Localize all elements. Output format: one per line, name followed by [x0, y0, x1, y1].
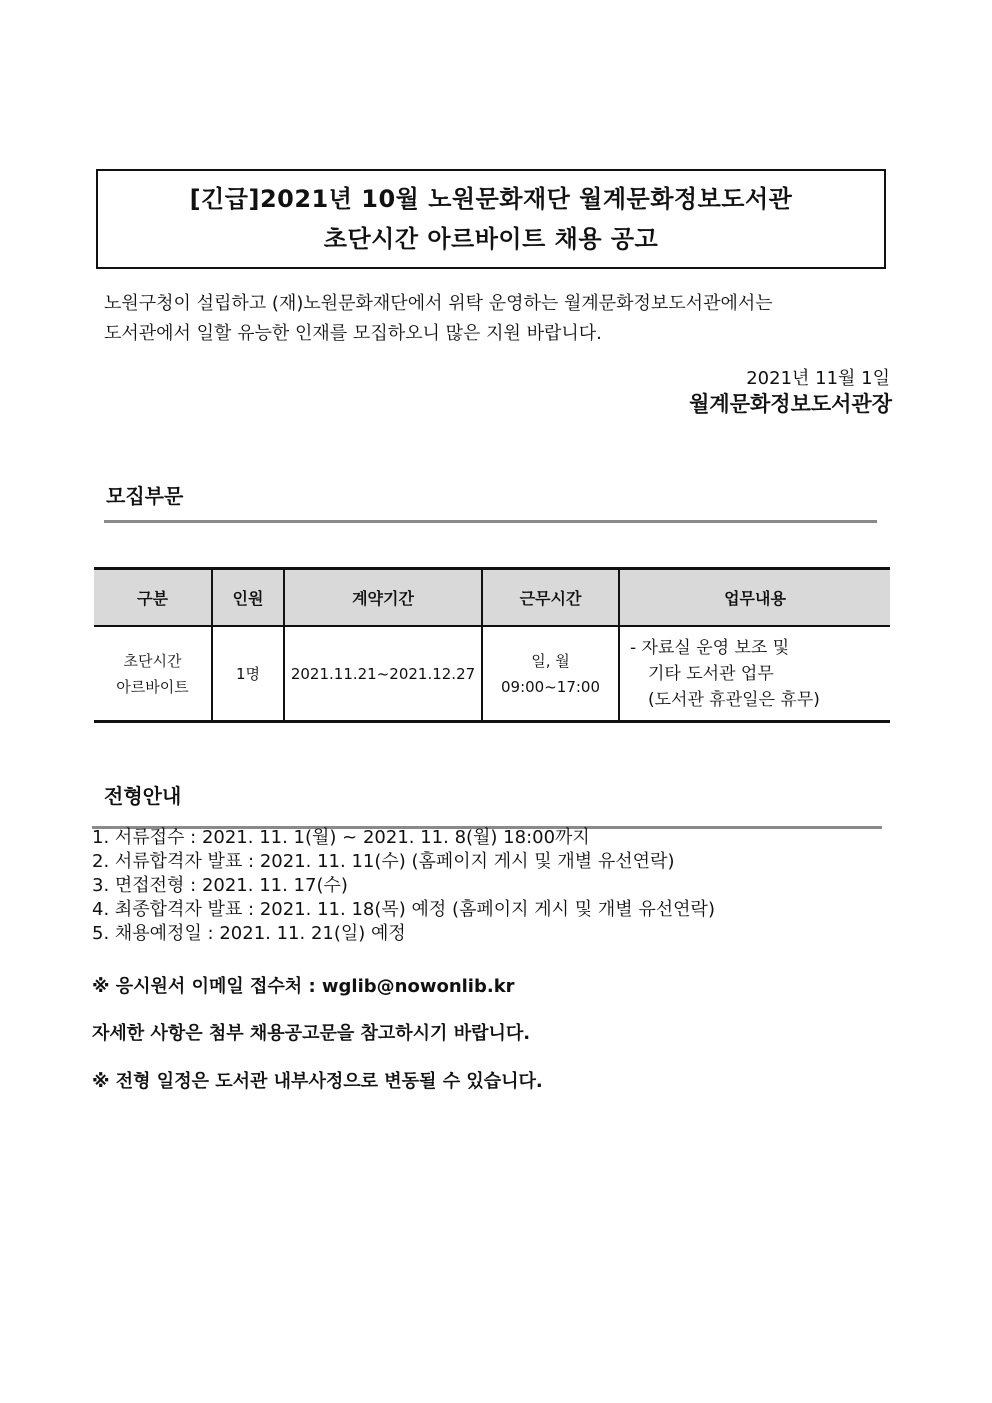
hours-days: 일, 월: [531, 651, 570, 670]
process-step: 1. 서류접수 : 2021. 11. 1(월) ~ 2021. 11. 8(월) 18:00까지: [92, 827, 590, 848]
cell-hours: [482, 626, 619, 722]
process-step: 4. 최종합격자 발표 : 2021. 11. 18(목) 예정 (홈페이지 게시 및 개별 유선연락): [92, 899, 715, 920]
intro-paragraph: [104, 289, 888, 349]
category-line1: 초단시간: [123, 651, 182, 670]
process-step: 5. 채용예정일 : 2021. 11. 21(일) 예정: [92, 923, 406, 944]
intro-line2: 도서관에서 일할 유능한 인재를 모집하오니 많은 지원 바랍니다.: [104, 323, 602, 344]
cell-period: 2021.11.21~2021.12.27: [284, 626, 482, 722]
page-title-line1: [긴급]2021년 10월 노원문화재단 월계문화정보도서관: [189, 185, 793, 213]
process-step: 2. 서류합격자 발표 : 2021. 11. 11(수) (홈페이지 게시 및 개별 유선연락): [92, 851, 675, 872]
title-box: [96, 169, 886, 269]
header-duties: 업무내용: [619, 569, 890, 627]
signer: 월계문화정보도서관장: [689, 392, 892, 416]
page-title-line2: 초단시간 아르바이트 채용 공고: [323, 225, 659, 253]
cell-duties: [619, 626, 890, 722]
process-step: 3. 면접전형 : 2021. 11. 17(수): [92, 875, 348, 896]
duties-line1: - 자료실 운영 보조 및: [630, 637, 790, 658]
email-note: ※ 응시원서 이메일 접수처 : wglib@nowonlib.kr: [92, 976, 515, 997]
details-note: 자세한 사항은 첨부 채용공고문을 참고하시기 바랍니다.: [92, 1023, 531, 1044]
cell-category: [94, 626, 212, 722]
section-title-process: 전형안내: [104, 784, 182, 808]
header-period: 계약기간: [284, 569, 482, 627]
header-category: 구분: [94, 569, 212, 627]
process-steps: [92, 826, 715, 946]
table-header-row: [94, 569, 890, 627]
category-line2: 아르바이트: [116, 677, 189, 696]
header-hours: 근무시간: [482, 569, 619, 627]
section-divider: [104, 520, 877, 523]
cell-count: 1명: [212, 626, 284, 722]
table-row: [94, 626, 890, 722]
intro-line1: 노원구청이 설립하고 (재)노원문화재단에서 위탁 운영하는 월계문화정보도서관에서는: [104, 293, 773, 314]
schedule-note: ※ 전형 일정은 도서관 내부사정으로 변동될 수 있습니다.: [92, 1071, 543, 1092]
duties-line2: 기타 도서관 업무: [648, 663, 774, 684]
duties-line3: (도서관 휴관일은 휴무): [648, 689, 820, 710]
hours-time: 09:00~17:00: [500, 677, 601, 696]
recruitment-table: [94, 567, 890, 723]
section-title-recruitment: 모집부문: [106, 484, 184, 508]
header-count: 인원: [212, 569, 284, 627]
announcement-date: 2021년 11월 1일: [746, 368, 890, 389]
